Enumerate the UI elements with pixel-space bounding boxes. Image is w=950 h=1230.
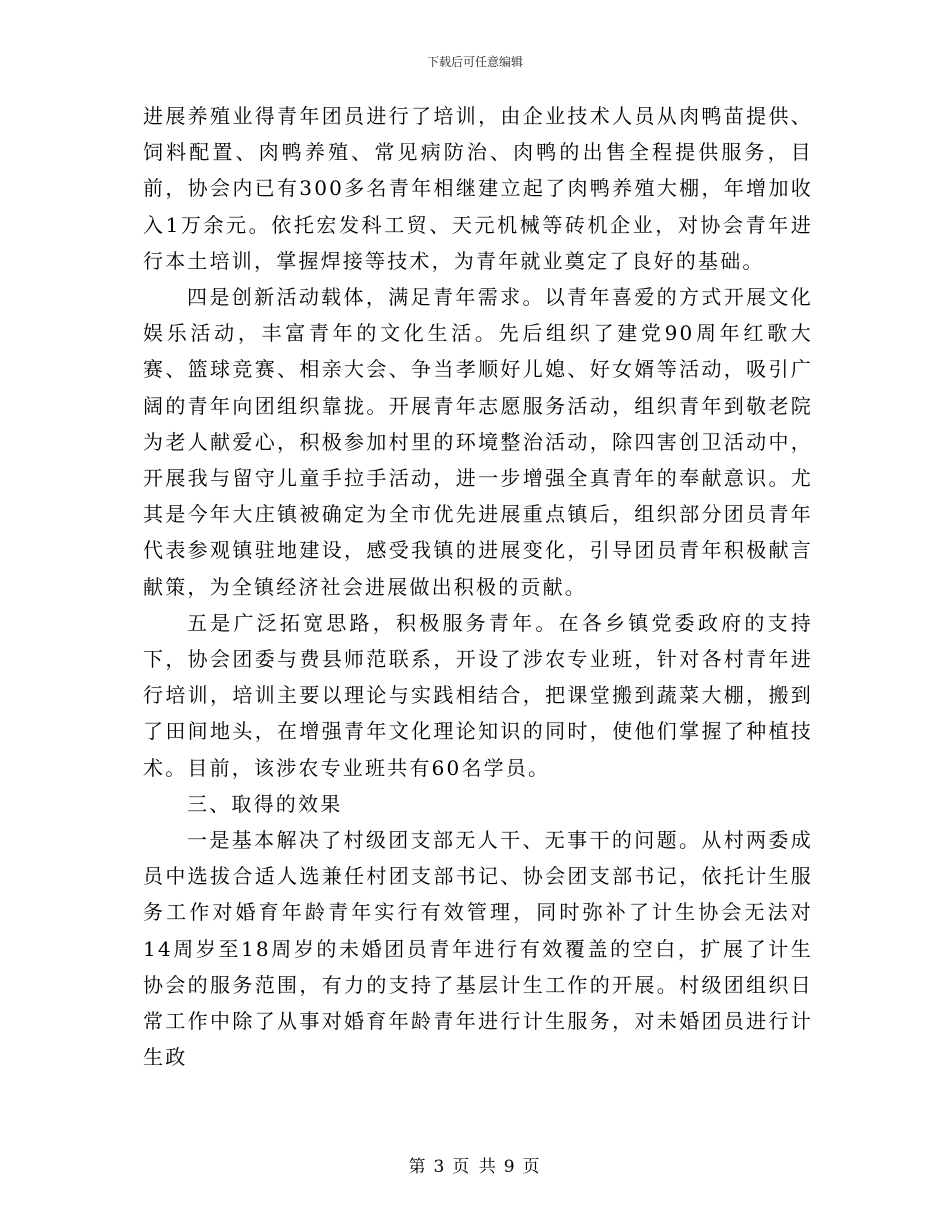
page-header: 下载后可任意编辑 <box>426 55 523 69</box>
footer-middle: 页 共 <box>452 1157 498 1177</box>
paragraph-4: 一是基本解决了村级团支部无人干、无事干的问题。从村两委成员中选拔合适人选兼任村团支部书记、协会团支部书记，依托计生服务工作对婚育年龄青年实行有效管理，同时弥补了计生协会无法对14周岁至18周岁的未婚团员青年进行有效覆盖的空白，扩展了计生协会的服务范围，有力的支持了基层计生工作的开展。村级团组织日常工作中除了从事对婚育年龄青年进行计生服务，对未婚团员进行计生政 <box>143 828 813 1070</box>
footer-prefix: 第 <box>408 1157 428 1177</box>
current-page-number: 3 <box>433 1157 447 1177</box>
document-body <box>143 98 813 1075</box>
paragraph-1: 进展养殖业得青年团员进行了培训，由企业技术人员从肉鸭苗提供、饲料配置、肉鸭养殖、常见病防治、肉鸭的出售全程提供服务，目前，协会内已有300多名青年相继建立起了肉鸭养殖大棚，年增加收入1万余元。依托宏发科工贸、天元机械等砖机企业，对协会青年进行本土培训，掌握焊接等技术，为青年就业奠定了良好的基础。 <box>143 104 813 273</box>
total-page-count: 9 <box>503 1157 517 1177</box>
paragraph-3: 五是广泛拓宽思路，积极服务青年。在各乡镇党委政府的支持下，协会团委与费县师范联系，开设了涉农专业班，针对各村青年进行培训，培训主要以理论与实践相结合，把课堂搬到蔬菜大棚，搬到了田间地头，在增强青年文化理论知识的同时，使他们掌握了种植技术。目前，该涉农专业班共有60名学员。 <box>143 610 813 780</box>
footer-suffix: 页 <box>522 1157 542 1177</box>
page-footer <box>0 1156 950 1178</box>
paragraph-2: 四是创新活动载体，满足青年需求。以青年喜爱的方式开展文化娱乐活动，丰富青年的文化生活。先后组织了建党90周年红歌大赛、篮球竞赛、相亲大会、争当孝顺好儿媳、好女婿等活动，吸引广阔的青年向团组织靠拢。开展青年志愿服务活动，组织青年到敬老院为老人献爱心，积极参加村里的环境整治活动，除四害创卫活动中，开展我与留守儿童手拉手活动，进一步增强全真青年的奉献意识。尤其是今年大庄镇被确定为全市优先进展重点镇后，组织部分团员青年代表参观镇驻地建设，感受我镇的进展变化，引导团员青年积极献言献策，为全镇经济社会进展做出积极的贡献。 <box>143 285 813 599</box>
section-heading: 三、取得的效果 <box>187 791 343 816</box>
